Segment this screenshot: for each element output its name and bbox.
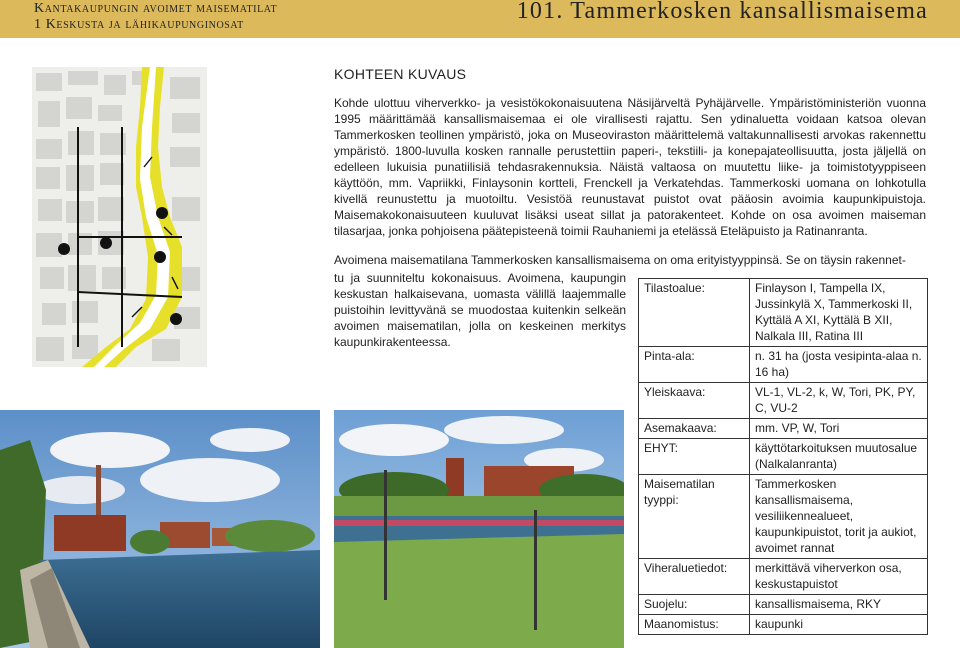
row-label: Maanomistus: (639, 615, 750, 635)
location-map (32, 67, 207, 367)
row-value: käyttötarkoituksen muutosalue (Nalkalanranta) (750, 439, 928, 475)
row-value: merkittävä viherverkon osa, keskustapuistot (750, 559, 928, 595)
row-label: EHYT: (639, 439, 750, 475)
table-row (639, 595, 928, 615)
section-title: KOHTEEN KUVAUS (334, 66, 467, 82)
table-row (639, 279, 928, 347)
row-value: VL-1, VL-2, k, W, Tori, PK, PY, C, VU-2 (750, 383, 928, 419)
table-row (639, 439, 928, 475)
row-label: Maisematilan tyyppi: (639, 475, 750, 559)
row-value: Tammerkosken kansallismaisema, vesiliikennealueet, kaupunkipuistot, torit ja aukiot, avoimet rannat (750, 475, 928, 559)
table-row (639, 383, 928, 419)
table-row (639, 419, 928, 439)
row-value: mm. VP, W, Tori (750, 419, 928, 439)
table-row (639, 615, 928, 635)
description-paragraph: Kohde ulottuu viherverkko- ja vesistökokonaisuutena Näsijärveltä Pyhäjärvelle. Ympäristöministeriön vuonna 1995 määrittämää kansallismaisemaa ei ole virallisesti rajattu. Sen ydinaluetta voidaan katsoa olevan Tammerkosken teollinen ympäristö, joka on Museoviraston määrittelemä valtakunnallisesti arvokas rakennettu ympäristö. 1800-luvulla kosken rannalle perustettiin paperi-, tekstiili- ja konepajateollisuutta, josta jäljellä on edelleen lukuisia punatiilisiä tehdasrakennuksia. Näistä valtaosa on muutettu liike- ja toimistotyyppiseen käyttöön, mm. Vapriikki, Finlaysonin kortteli, Frenckell ja Verkatehdas. Tammerkoski uomana on lohkotulla kivellä reunustettu ja muotoiltu. Vesistöä reunustavat puistot ovat pääosin avoimia kaupunkipuistoja. Maisemakokonaisuuteen kuuluvat lisäksi useat sillat ja patorakenteet. Kohde on osa avoimen maiseman tilasarjaa, jonka pohjoisena päätepisteenä toimii Rauhaniemi ja etelässä Eteläpuisto ja Ratinanranta. (334, 96, 926, 238)
description-paragraph-2: Avoimena maisematilana Tammerkosken kansallismaisema on oma erityistyyppinsä. Se on täysin rakennet- (334, 253, 906, 267)
table-row (639, 475, 928, 559)
row-label: Viheraluetiedot: (639, 559, 750, 595)
row-value: kansallismaisema, RKY (750, 595, 928, 615)
table-row (639, 347, 928, 383)
row-label: Pinta-ala: (639, 347, 750, 383)
header-series (34, 1, 277, 33)
header-district: 1 Keskusta ja lähikaupunginosat (34, 17, 244, 32)
row-value: n. 31 ha (josta vesipinta-alaa n. 16 ha) (750, 347, 928, 383)
row-label: Tilastoalue: (639, 279, 750, 347)
row-value: kaupunki (750, 615, 928, 635)
row-label: Asemakaava: (639, 419, 750, 439)
info-table (638, 278, 928, 635)
table-row (639, 559, 928, 595)
row-label: Yleiskaava: (639, 383, 750, 419)
row-value: Finlayson I, Tampella IX, Jussinkylä X, Tammerkoski II, Kyttälä A XI, Kyttälä B XII, Nalkala III, Ratina III (750, 279, 928, 347)
header-series-title: Kantakaupungin avoimet maisematilat (34, 1, 278, 16)
page-title: 101. Tammerkosken kansallismaisema (516, 0, 928, 24)
photo-river-factories (0, 410, 320, 648)
photo-river-park (334, 410, 624, 648)
description-paragraph-3: tu ja suunniteltu kokonaisuus. Avoimena, kaupungin keskustan halkaisevana, uomasta välillä laajemmalle puistoihin levittyvänä se muodostaa kuitenkin selkeän avoimen maisematilan, jolla on keskeinen merkitys kaupunkirakenteessa. (334, 271, 626, 349)
page-header (0, 0, 960, 38)
row-label: Suojelu: (639, 595, 750, 615)
